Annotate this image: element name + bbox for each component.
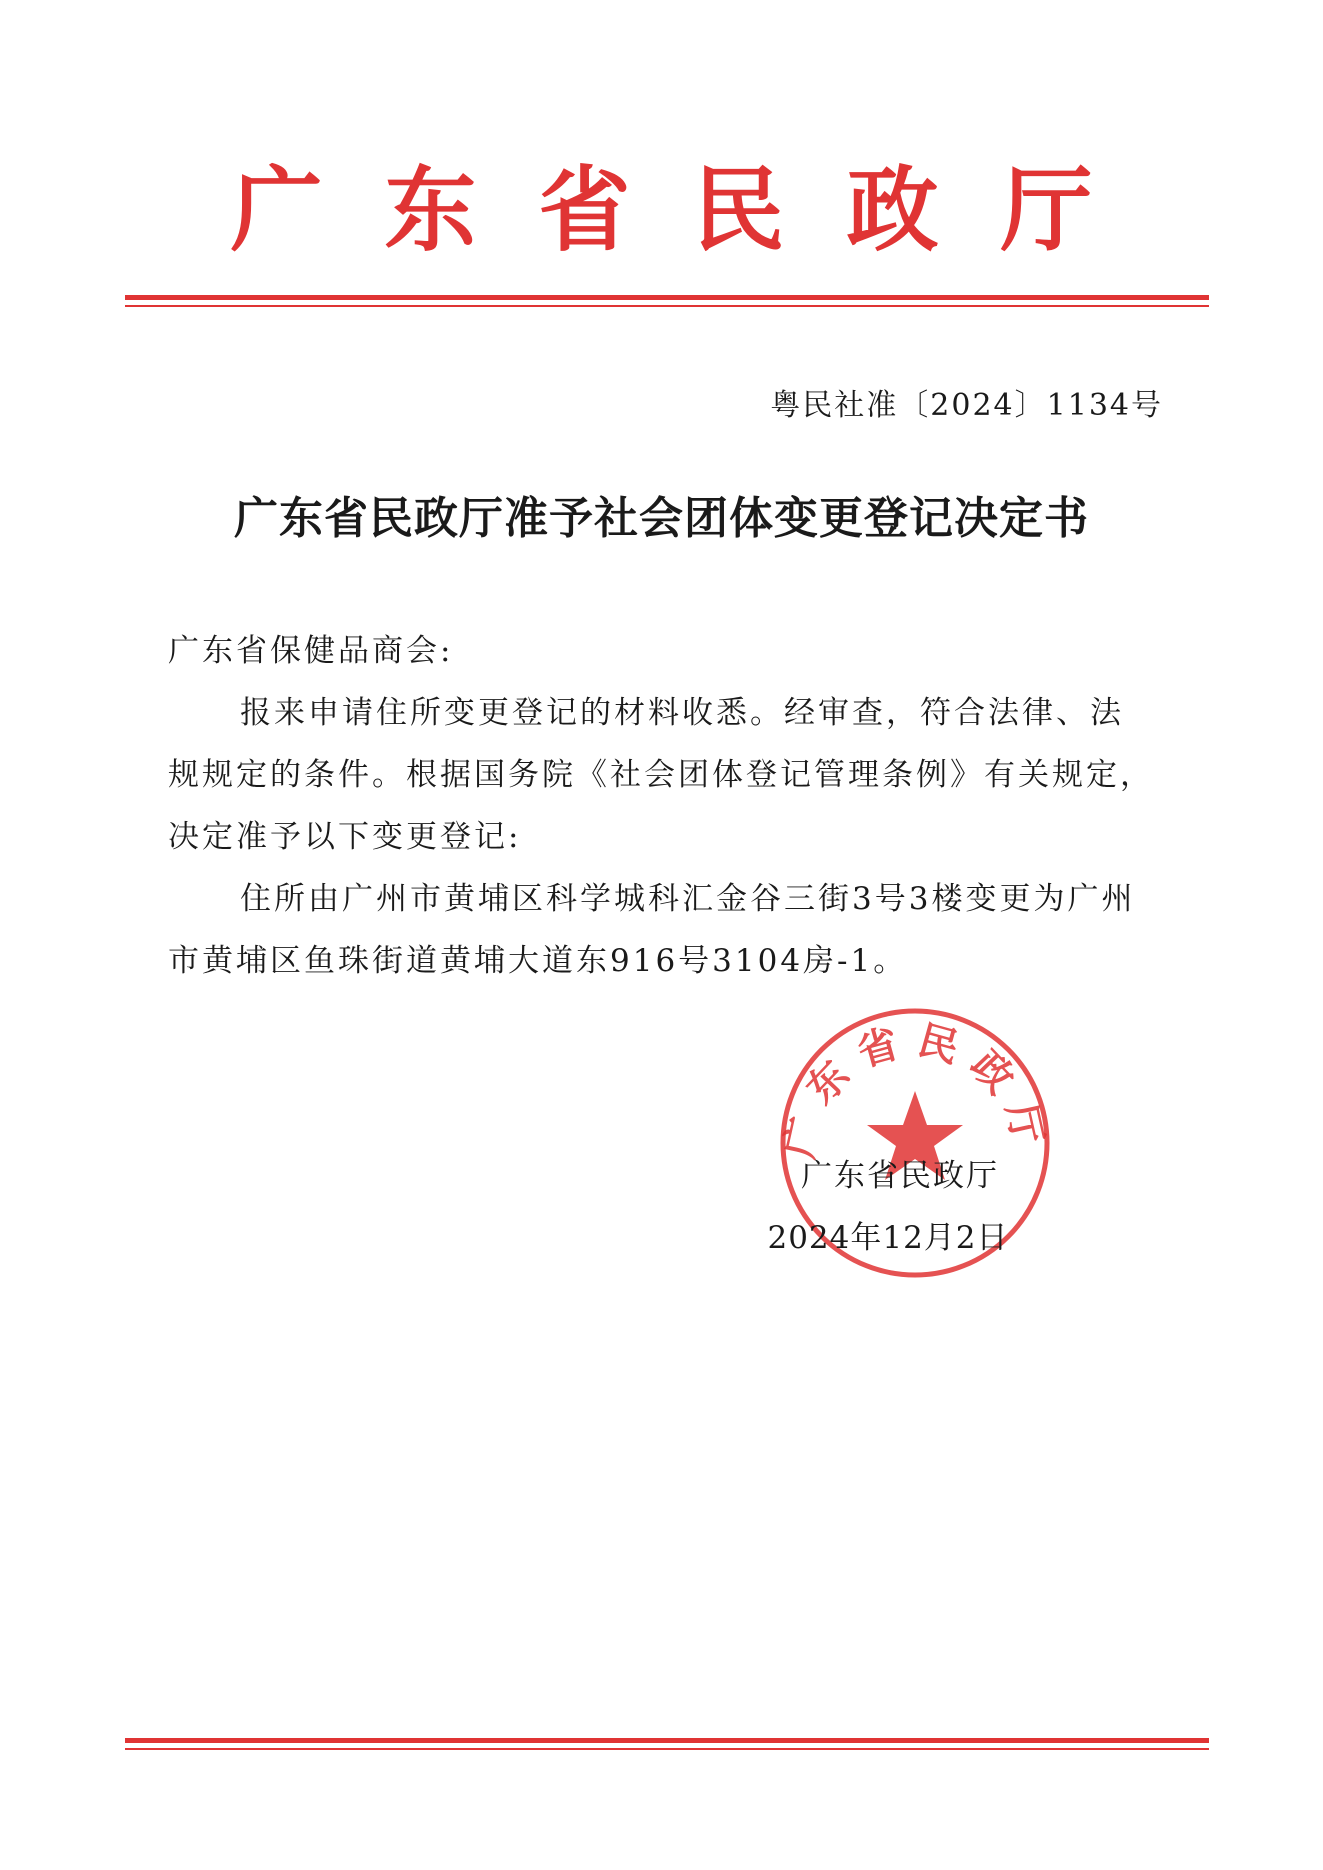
issuer-signature: 广东省民政厅 <box>801 1158 999 1194</box>
paragraph: 住所由广州市黄埔区科学城科汇金谷三街3号3楼变更为广州市黄埔区鱼珠街道黄埔大道东916号3104房-1。 <box>168 881 1136 979</box>
issue-date: 2024年12月2日 <box>767 1220 1009 1256</box>
recipient: 广东省保健品商会: <box>168 633 454 669</box>
paragraph: 报来申请住所变更登记的材料收悉。经审查，符合法律、法规规定的条件。根据国务院《社会团体登记管理条例》有关规定，决定准予以下变更登记: <box>168 695 1154 855</box>
document-body <box>168 620 1156 992</box>
document-title: 广东省民政厅准予社会团体变更登记决定书 <box>234 493 1089 544</box>
letterhead-title: 广东省民政厅 <box>230 156 1155 264</box>
header-rule <box>125 295 1209 307</box>
seal-text: 广东省民政厅 <box>775 1016 1055 1163</box>
letterhead <box>0 150 1323 280</box>
footer-rule <box>125 1738 1209 1750</box>
document-number: 粤民社准〔2024〕1134号 <box>770 388 1163 423</box>
